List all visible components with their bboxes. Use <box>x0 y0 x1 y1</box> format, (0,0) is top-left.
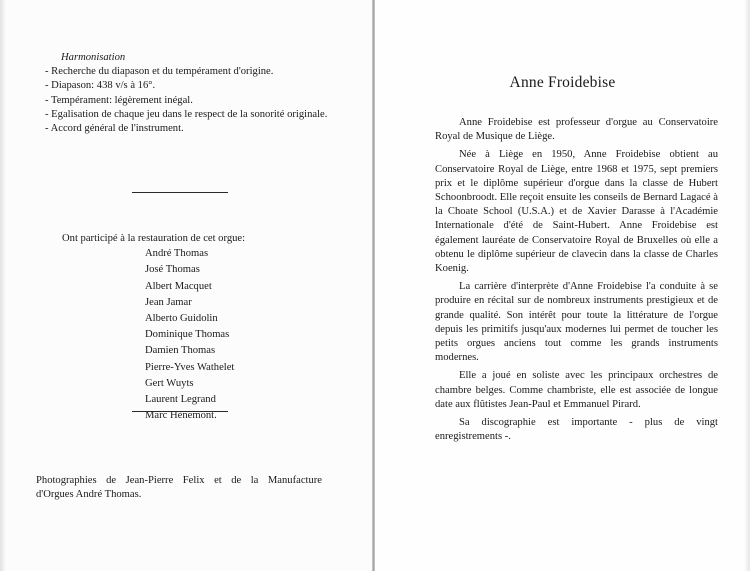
harmonisation-item: - Accord général de l'instrument. <box>45 123 184 135</box>
photo-credits <box>36 474 322 502</box>
restorer-name: Jean Jamar <box>145 296 192 308</box>
restorer-name: Pierre-Yves Wathelet <box>145 361 235 373</box>
divider-line <box>132 192 228 193</box>
restorer-name: Laurent Legrand <box>145 394 216 406</box>
bio-paragraph: Née à Liège en 1950, Anne Froidebise obtient au Conservatoire Royal de Liège, entre 1968 et 1975, sept premiers prix et le diplôme supérieur d'orgue dans la classe de Hubert Schoonbroodt. Elle reçoit ensuite les conseils de Bernard Lagacé à la Choate School (U.S.A.) et de Xavier Darasse à l'Académie Internationale d'été de Saint-Hubert. Anne Froidebise est également lauréate de Conservatoire Royal de Bruxelles où elle a obtenu le diplôme supérieur de clavecin dans la classe de Charles Koenig. <box>435 149 718 275</box>
harmonisation-section <box>45 51 365 136</box>
harmonisation-item: - Recherche du diapason et du tempérament d'origine. <box>45 66 274 78</box>
right-page <box>375 0 750 571</box>
restorer-name: Alberto Guidolin <box>145 313 218 325</box>
photo-credits-line: d'Orgues André Thomas. <box>36 489 142 501</box>
bio-paragraph: Anne Froidebise est professeur d'orgue au Conservatoire Royal de Musique de Liège. <box>435 117 718 143</box>
restorer-name: Marc Hènemont. <box>145 410 217 422</box>
restorer-name: José Thomas <box>145 264 200 276</box>
harmonisation-list <box>45 65 365 136</box>
left-page <box>0 0 372 571</box>
page-title: Anne Froidebise <box>509 74 616 91</box>
harmonisation-item: - Diapason: 438 v/s à 16°. <box>45 80 156 92</box>
harmonisation-heading: Harmonisation <box>61 52 126 63</box>
page-edge-shade <box>0 0 6 571</box>
restorer-name: Albert Macquet <box>145 280 212 292</box>
bio-paragraph: La carrière d'interprète d'Anne Froidebise l'a conduite à se produire en récital sur de nombreux instruments prestigieux et de grande qualité. Son intérêt pour toute la littérature de l'orgue depuis les primitifs jusqu'aux modernes lui permet de toucher les petits orgues anciens tout comme les grands instruments modernes. <box>435 281 718 364</box>
harmonisation-item: - Tempérament: légèrement inégal. <box>45 94 193 106</box>
restorer-list <box>145 246 362 424</box>
restorer-name: André Thomas <box>145 248 209 260</box>
divider-line <box>132 411 228 412</box>
restorer-name: Dominique Thomas <box>145 329 230 341</box>
restorer-name: Damien Thomas <box>145 345 216 357</box>
bio-paragraph: Sa discographie est importante - plus de vingt enregistrements -. <box>435 417 718 443</box>
biography <box>435 116 718 448</box>
photo-credits-line: Photographies de Jean-Pierre Felix et de la Manufacture <box>36 475 322 486</box>
restorer-name: Gert Wuyts <box>145 377 194 389</box>
bio-paragraph: Elle a joué en soliste avec les principaux orchestres de chambre belges. Comme chambriste, elle est associée de longue date aux flûtistes Jean-Paul et Emmanuel Pirard. <box>435 370 718 410</box>
harmonisation-item: - Egalisation de chaque jeu dans le respect de la sonorité originale. <box>45 108 328 120</box>
restoration-intro: Ont participé à la restauration de cet orgue: <box>62 233 246 244</box>
restoration-section <box>62 232 362 424</box>
